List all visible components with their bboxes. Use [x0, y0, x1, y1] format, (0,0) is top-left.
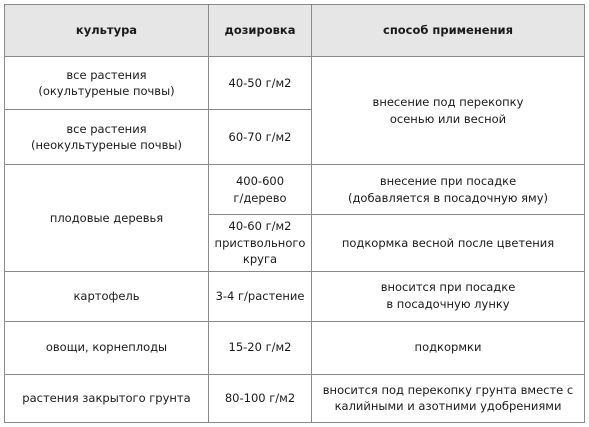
cell-text: г/дерево [233, 190, 287, 205]
cell-dosage [209, 110, 312, 165]
cell-text: 60-70 г/м2 [228, 129, 292, 144]
cell-dosage [209, 215, 312, 271]
cell-dosage [209, 271, 312, 321]
cell-method [312, 165, 585, 215]
cell-text: подкормки [414, 340, 482, 355]
cell-text: 80-100 г/м2 [224, 391, 296, 406]
cell-method [312, 271, 585, 321]
cell-crop [5, 57, 209, 110]
dosage-table [4, 4, 585, 423]
cell-text: растения закрытого грунта [22, 391, 191, 406]
cell-text: внесение под перекопку [372, 95, 524, 110]
cell-method [312, 57, 585, 165]
table-row [5, 321, 585, 374]
cell-text: 40-50 г/м2 [228, 75, 292, 90]
cell-crop [5, 321, 209, 374]
cell-text: 40-60 г/м2 [228, 219, 292, 234]
cell-text: плодовые деревья [49, 210, 164, 225]
cell-text: (окультуреные почвы) [38, 84, 175, 99]
header-crop: культура [5, 5, 209, 57]
cell-text: подкормка весной после цветения [341, 235, 555, 250]
cell-text: осенью или весной [389, 111, 507, 126]
cell-method [312, 215, 585, 271]
cell-dosage [209, 57, 312, 110]
table-row [5, 165, 585, 215]
cell-dosage [209, 374, 312, 422]
cell-text: (добавляется в посадочную яму) [347, 190, 548, 205]
cell-method [312, 374, 585, 422]
cell-text: в посадочную лунку [386, 297, 510, 312]
table-row [5, 271, 585, 321]
cell-text: круга [242, 252, 278, 267]
cell-text: (неокультуреные почвы) [31, 138, 182, 153]
cell-text: внесение при посадке [379, 174, 517, 189]
cell-text: калийными и азотними удобрениями [334, 399, 562, 414]
cell-method [312, 321, 585, 374]
cell-crop [5, 374, 209, 422]
cell-crop [5, 271, 209, 321]
cell-text: 15-20 г/м2 [228, 340, 292, 355]
cell-text: все растения [66, 67, 147, 82]
cell-text: овощи, корнеплоды [45, 340, 168, 355]
cell-text: 400-600 [235, 174, 285, 189]
cell-text: 3-4 г/растение [215, 288, 305, 303]
header-dosage: дозировка [209, 5, 312, 57]
cell-text: вносится при посадке [380, 280, 516, 295]
cell-text: приствольного [214, 235, 306, 250]
cell-text: все растения [66, 121, 147, 136]
cell-crop [5, 110, 209, 165]
table-row [5, 57, 585, 110]
cell-crop [5, 165, 209, 271]
table-row [5, 374, 585, 422]
header-method: способ применения [312, 5, 585, 57]
cell-dosage [209, 165, 312, 215]
cell-dosage [209, 321, 312, 374]
cell-text: картофель [73, 288, 140, 303]
cell-text: вносится под перекопку грунта вместе с [322, 382, 574, 397]
header-row [5, 5, 585, 57]
